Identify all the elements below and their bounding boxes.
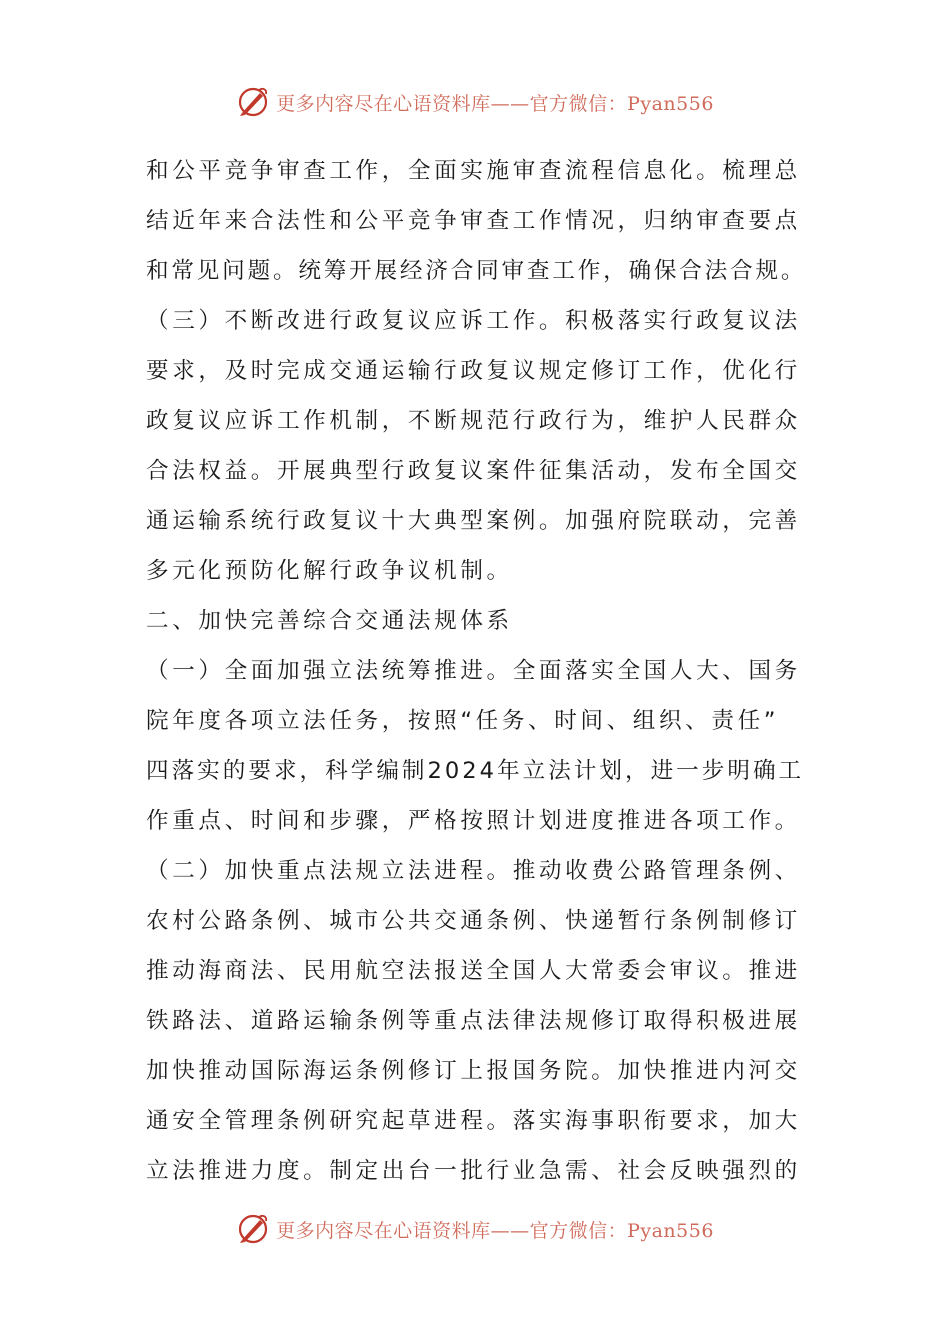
watermark-header	[0, 82, 950, 122]
pen-logo-icon	[236, 1212, 270, 1246]
pen-logo-icon	[236, 85, 270, 119]
body-line: 加快推动国际海运条例修订上报国务院。加快推进内河交	[146, 1058, 801, 1084]
document-body	[146, 146, 806, 1196]
body-line: 合法权益。开展典型行政复议案件征集活动，发布全国交	[146, 458, 801, 484]
body-line: 铁路法、道路运输条例等重点法律法规修订取得积极进展	[146, 1008, 801, 1034]
body-line: 结近年来合法性和公平竞争审查工作情况，归纳审查要点	[146, 208, 801, 234]
body-line: 政复议应诉工作机制，不断规范行政行为，维护人民群众	[146, 408, 801, 434]
body-line: 和常见问题。统筹开展经济合同审查工作，确保合法合规。	[146, 258, 806, 284]
body-line: 要求，及时完成交通运输行政复议规定修订工作，优化行	[146, 358, 801, 384]
body-line: （二）加快重点法规立法进程。推动收费公路管理条例、	[146, 858, 801, 884]
body-line: 作重点、时间和步骤，严格按照计划进度推进各项工作。	[146, 808, 801, 834]
body-line: （一）全面加强立法统筹推进。全面落实全国人大、国务	[146, 658, 801, 684]
body-line: 多元化预防化解行政争议机制。	[146, 558, 513, 584]
body-line: 四落实的要求，科学编制2024年立法计划，进一步明确工	[146, 758, 805, 784]
body-line: 农村公路条例、城市公共交通条例、快递暂行条例制修订	[146, 908, 801, 934]
body-line: （三）不断改进行政复议应诉工作。积极落实行政复议法	[146, 308, 801, 334]
body-line: 推动海商法、民用航空法报送全国人大常委会审议。推进	[146, 958, 801, 984]
watermark-text: 更多内容尽在心语资料库——官方微信：Pyan556	[276, 92, 714, 115]
body-line: 和公平竞争审查工作，全面实施审查流程信息化。梳理总	[146, 158, 801, 184]
body-line: 通安全管理条例研究起草进程。落实海事职衔要求，加大	[146, 1108, 801, 1134]
body-line: 通运输系统行政复议十大典型案例。加强府院联动，完善	[146, 508, 801, 534]
watermark-text: 更多内容尽在心语资料库——官方微信：Pyan556	[276, 1219, 714, 1242]
body-line: 院年度各项立法任务，按照“任务、时间、组织、责任”	[146, 708, 780, 734]
body-line: 立法推进力度。制定出台一批行业急需、社会反映强烈的	[146, 1158, 801, 1184]
section-heading: 二、加快完善综合交通法规体系	[146, 608, 513, 634]
watermark-footer	[0, 1209, 950, 1249]
